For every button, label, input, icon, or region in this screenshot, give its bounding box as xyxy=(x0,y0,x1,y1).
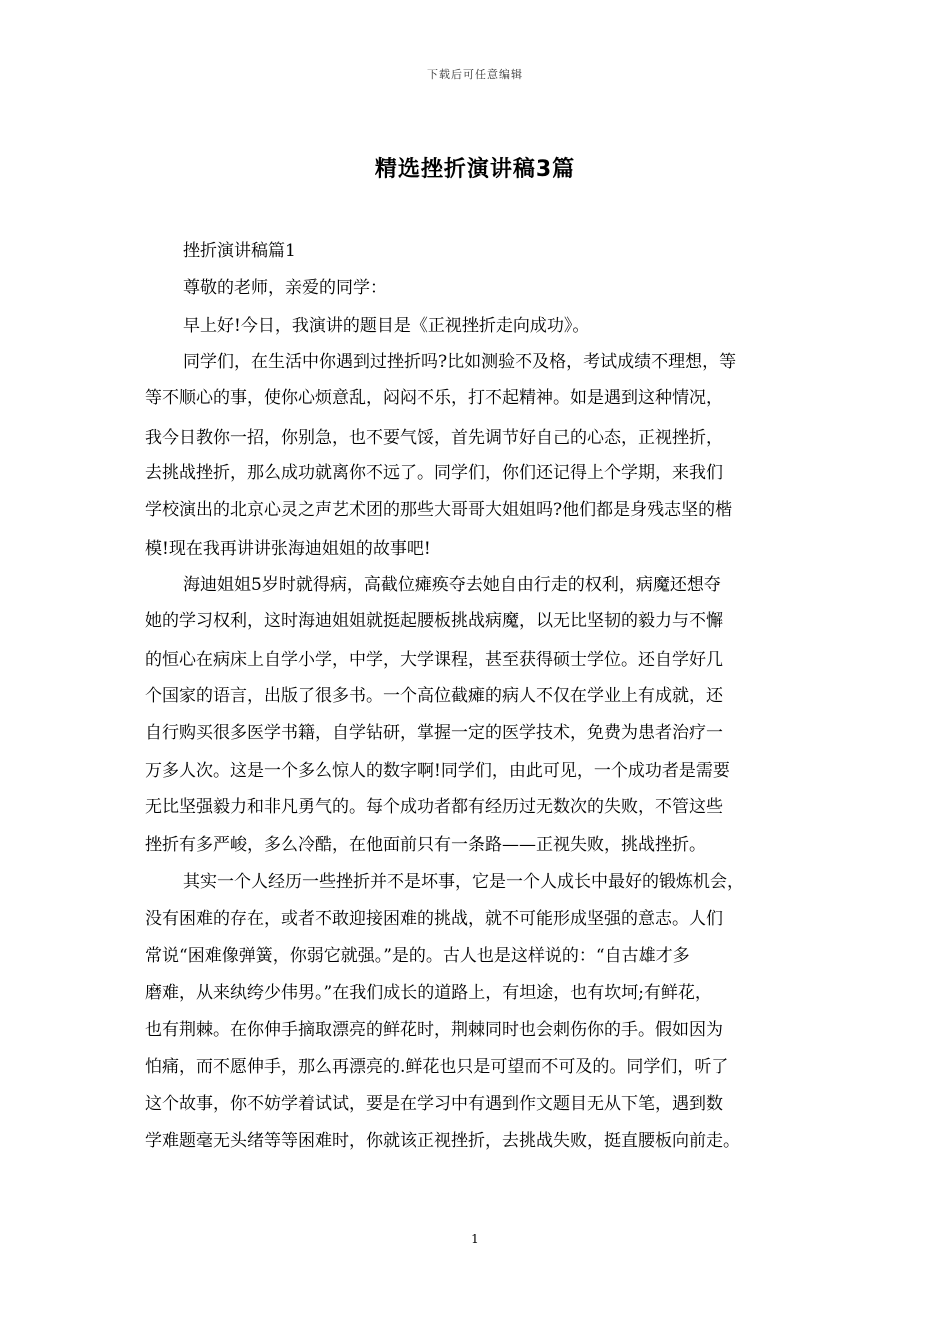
text-line: 其实一个人经历一些挫折并不是坏事，它是一个人成长中最好的锻炼机会， xyxy=(183,872,744,892)
text-line: 我今日教你一招，你别急，也不要气馁，首先调节好自己的心态，正视挫折， xyxy=(145,428,723,448)
text-line: 海迪姐姐5岁时就得病，高截位瘫痪夺去她自由行走的权利，病魔还想夺 xyxy=(183,575,721,595)
header-note: 下载后可任意编辑 xyxy=(427,68,523,81)
text-line: 去挑战挫折，那么成功就离你不远了。同学们，你们还记得上个学期，来我们 xyxy=(145,463,723,483)
text-line: 挫折有多严峻，多么冷酷，在他面前只有一条路——正视失败，挑战挫折。 xyxy=(145,835,706,855)
text-line: 这个故事，你不妨学着试试，要是在学习中有遇到作文题目无从下笔，遇到数 xyxy=(145,1094,723,1114)
text-line: 模!现在我再讲讲张海迪姐姐的故事吧! xyxy=(145,539,431,559)
text-line: 个国家的语言，出版了很多书。一个高位截瘫的病人不仅在学业上有成就，还 xyxy=(145,686,723,706)
text-line: 无比坚强毅力和非凡勇气的。每个成功者都有经历过无数次的失败，不管这些 xyxy=(145,797,723,817)
text-line: 万多人次。这是一个多么惊人的数字啊!同学们，由此可见，一个成功者是需要 xyxy=(145,761,730,781)
text-line: 早上好!今日，我演讲的题目是《正视挫折走向成功》。 xyxy=(183,316,590,336)
text-line: 磨难，从来纨绔少伟男。”在我们成长的道路上，有坦途，也有坎坷;有鲜花， xyxy=(145,983,712,1003)
text-line: 怕痛，而不愿伸手，那么再漂亮的.鲜花也只是可望而不可及的。同学们，听了 xyxy=(145,1057,729,1077)
text-line: 她的学习权利，这时海迪姐姐就挺起腰板挑战病魔，以无比坚韧的毅力与不懈 xyxy=(145,611,723,631)
text-line: 学校演出的北京心灵之声艺术团的那些大哥哥大姐姐吗?他们都是身残志坚的楷 xyxy=(145,500,733,520)
section-heading: 挫折演讲稿篇1 xyxy=(183,241,296,261)
text-line: 学难题毫无头绪等等困难时，你就该正视挫折，去挑战失败，挺直腰板向前走。 xyxy=(145,1131,740,1151)
text-line: 自行购买很多医学书籍，自学钻研，掌握一定的医学技术，免费为患者治疗一 xyxy=(145,723,723,743)
text-line: 常说“困难像弹簧，你弱它就强。”是的。古人也是这样说的：“自古雄才多 xyxy=(145,946,690,966)
text-line: 也有荆棘。在你伸手摘取漂亮的鲜花时，荆棘同时也会刺伤你的手。假如因为 xyxy=(145,1020,723,1040)
text-line: 的恒心在病床上自学小学，中学，大学课程，甚至获得硕士学位。还自学好几 xyxy=(145,650,723,670)
text-line: 没有困难的存在，或者不敢迎接困难的挑战，就不可能形成坚强的意志。人们 xyxy=(145,909,723,929)
text-line: 尊敬的老师，亲爱的同学： xyxy=(183,278,387,298)
text-line: 等不顺心的事，使你心烦意乱，闷闷不乐，打不起精神。如是遇到这种情况， xyxy=(145,388,723,408)
text-line: 同学们，在生活中你遇到过挫折吗?比如测验不及格，考试成绩不理想，等 xyxy=(183,352,737,372)
page-number: 1 xyxy=(471,1232,479,1246)
document-title: 精选挫折演讲稿3篇 xyxy=(374,157,576,182)
